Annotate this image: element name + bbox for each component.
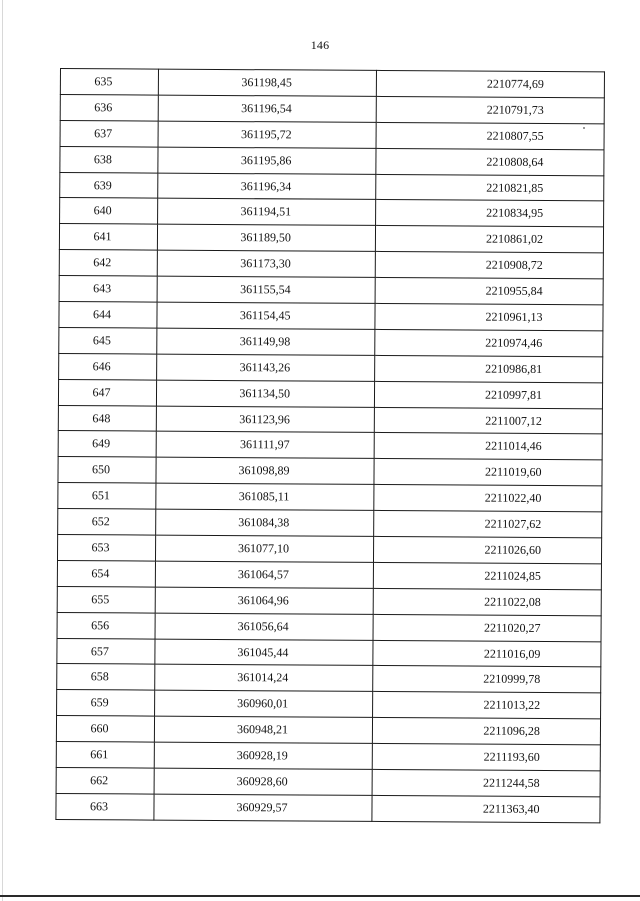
y-coordinate-cell: 2210908,72 xyxy=(375,252,603,279)
x-coordinate-cell: 361143,26 xyxy=(157,354,375,381)
x-coordinate-cell: 361149,98 xyxy=(157,328,375,355)
y-coordinate-cell: 2210999,78 xyxy=(373,666,601,693)
point-number-cell: 644 xyxy=(59,302,157,328)
table-row xyxy=(60,198,604,227)
point-number-cell: 648 xyxy=(58,405,156,431)
point-number-cell: 651 xyxy=(58,483,156,509)
point-number-cell: 662 xyxy=(56,768,154,794)
x-coordinate-cell: 361155,54 xyxy=(157,276,375,303)
table-row xyxy=(59,224,603,253)
table-row xyxy=(58,509,602,538)
x-coordinate-cell: 361077,10 xyxy=(155,535,373,562)
x-coordinate-cell: 361196,34 xyxy=(158,173,376,200)
table-row xyxy=(60,69,604,98)
y-coordinate-cell: 2211024,85 xyxy=(373,562,601,589)
y-coordinate-cell: 2210808,64 xyxy=(376,148,604,175)
point-number-cell: 659 xyxy=(57,690,155,716)
y-coordinate-cell: 2210834,95 xyxy=(376,200,604,227)
table-row xyxy=(57,690,601,719)
point-number-cell: 645 xyxy=(59,327,157,353)
point-number-cell: 646 xyxy=(59,353,157,379)
table-row xyxy=(57,586,601,615)
scan-speck xyxy=(583,127,585,129)
y-coordinate-cell: 2210821,85 xyxy=(376,174,604,201)
x-coordinate-cell: 360928,19 xyxy=(154,742,372,769)
table-row xyxy=(57,535,601,564)
scan-edge-bottom xyxy=(0,895,640,897)
x-coordinate-cell: 361123,96 xyxy=(156,406,374,433)
x-coordinate-cell: 360929,57 xyxy=(154,794,372,821)
y-coordinate-cell: 2210861,02 xyxy=(375,226,603,253)
point-number-cell: 647 xyxy=(58,379,156,405)
y-coordinate-cell: 2211022,40 xyxy=(374,485,602,512)
x-coordinate-cell: 361056,64 xyxy=(155,613,373,640)
point-number-cell: 660 xyxy=(56,716,154,742)
point-number-cell: 638 xyxy=(60,146,158,172)
y-coordinate-cell: 2211026,60 xyxy=(373,536,601,563)
table-row xyxy=(57,638,601,667)
y-coordinate-cell: 2210807,55 xyxy=(376,122,604,149)
point-number-cell: 653 xyxy=(57,535,155,561)
table-row xyxy=(58,431,602,460)
y-coordinate-cell: 2211363,40 xyxy=(372,795,600,822)
table-row xyxy=(58,379,602,408)
table-row xyxy=(60,120,604,149)
y-coordinate-cell: 2211019,60 xyxy=(374,459,602,486)
table-row xyxy=(58,405,602,434)
point-number-cell: 661 xyxy=(56,742,154,768)
coordinates-table xyxy=(55,68,605,823)
scan-edge-left xyxy=(2,0,3,901)
point-number-cell: 637 xyxy=(60,120,158,146)
point-number-cell: 642 xyxy=(59,250,157,276)
coordinates-table-body xyxy=(56,69,605,823)
x-coordinate-cell: 361064,96 xyxy=(155,587,373,614)
table-row xyxy=(56,768,600,797)
x-coordinate-cell: 361064,57 xyxy=(155,561,373,588)
x-coordinate-cell: 361173,30 xyxy=(157,250,375,277)
y-coordinate-cell: 2210986,81 xyxy=(375,355,603,382)
y-coordinate-cell: 2211020,27 xyxy=(373,614,601,641)
page-number: 146 xyxy=(310,38,330,52)
x-coordinate-cell: 361045,44 xyxy=(155,639,373,666)
point-number-cell: 643 xyxy=(59,276,157,302)
x-coordinate-cell: 361111,97 xyxy=(156,432,374,459)
table-row xyxy=(57,560,601,589)
table-row xyxy=(58,457,602,486)
y-coordinate-cell: 2210961,13 xyxy=(375,303,603,330)
table-row xyxy=(58,483,602,512)
table-row xyxy=(60,146,604,175)
x-coordinate-cell: 361198,45 xyxy=(158,69,376,96)
y-coordinate-cell: 2210791,73 xyxy=(376,96,604,123)
table-row xyxy=(60,94,604,123)
x-coordinate-cell: 361194,51 xyxy=(158,199,376,226)
table-row xyxy=(56,742,600,771)
y-coordinate-cell: 2211096,28 xyxy=(372,718,600,745)
y-coordinate-cell: 2211022,08 xyxy=(373,588,601,615)
y-coordinate-cell: 2210955,84 xyxy=(375,278,603,305)
point-number-cell: 635 xyxy=(60,69,158,95)
x-coordinate-cell: 361154,45 xyxy=(157,302,375,329)
point-number-cell: 654 xyxy=(57,560,155,586)
point-number-cell: 655 xyxy=(57,586,155,612)
point-number-cell: 639 xyxy=(60,172,158,198)
y-coordinate-cell: 2211027,62 xyxy=(374,511,602,538)
table-row xyxy=(60,172,604,201)
x-coordinate-cell: 361014,24 xyxy=(155,665,373,692)
x-coordinate-cell: 361195,72 xyxy=(158,121,376,148)
table-row xyxy=(56,716,600,745)
x-coordinate-cell: 361085,11 xyxy=(156,483,374,510)
y-coordinate-cell: 2210774,69 xyxy=(376,70,604,97)
x-coordinate-cell: 361084,38 xyxy=(156,509,374,536)
point-number-cell: 640 xyxy=(60,198,158,224)
table-row xyxy=(57,612,601,641)
point-number-cell: 663 xyxy=(56,793,154,819)
table-row xyxy=(59,353,603,382)
x-coordinate-cell: 360960,01 xyxy=(155,690,373,717)
point-number-cell: 652 xyxy=(58,509,156,535)
point-number-cell: 656 xyxy=(57,612,155,638)
y-coordinate-cell: 2211014,46 xyxy=(374,433,602,460)
point-number-cell: 650 xyxy=(58,457,156,483)
point-number-cell: 649 xyxy=(58,431,156,457)
y-coordinate-cell: 2211244,58 xyxy=(372,769,600,796)
point-number-cell: 636 xyxy=(60,94,158,120)
y-coordinate-cell: 2211013,22 xyxy=(373,692,601,719)
point-number-cell: 658 xyxy=(57,664,155,690)
x-coordinate-cell: 361134,50 xyxy=(156,380,374,407)
y-coordinate-cell: 2210974,46 xyxy=(375,329,603,356)
table-row xyxy=(59,327,603,356)
table-row xyxy=(59,250,603,279)
x-coordinate-cell: 361196,54 xyxy=(158,95,376,122)
y-coordinate-cell: 2211193,60 xyxy=(372,744,600,771)
y-coordinate-cell: 2211007,12 xyxy=(374,407,602,434)
table-row xyxy=(59,276,603,305)
x-coordinate-cell: 361189,50 xyxy=(157,224,375,251)
table-row xyxy=(57,664,601,693)
x-coordinate-cell: 360948,21 xyxy=(154,716,372,743)
x-coordinate-cell: 361195,86 xyxy=(158,147,376,174)
table-row xyxy=(59,302,603,331)
y-coordinate-cell: 2210997,81 xyxy=(374,381,602,408)
point-number-cell: 641 xyxy=(59,224,157,250)
table-row xyxy=(56,793,600,822)
point-number-cell: 657 xyxy=(57,638,155,664)
x-coordinate-cell: 361098,89 xyxy=(156,457,374,484)
y-coordinate-cell: 2211016,09 xyxy=(373,640,601,667)
x-coordinate-cell: 360928,60 xyxy=(154,768,372,795)
